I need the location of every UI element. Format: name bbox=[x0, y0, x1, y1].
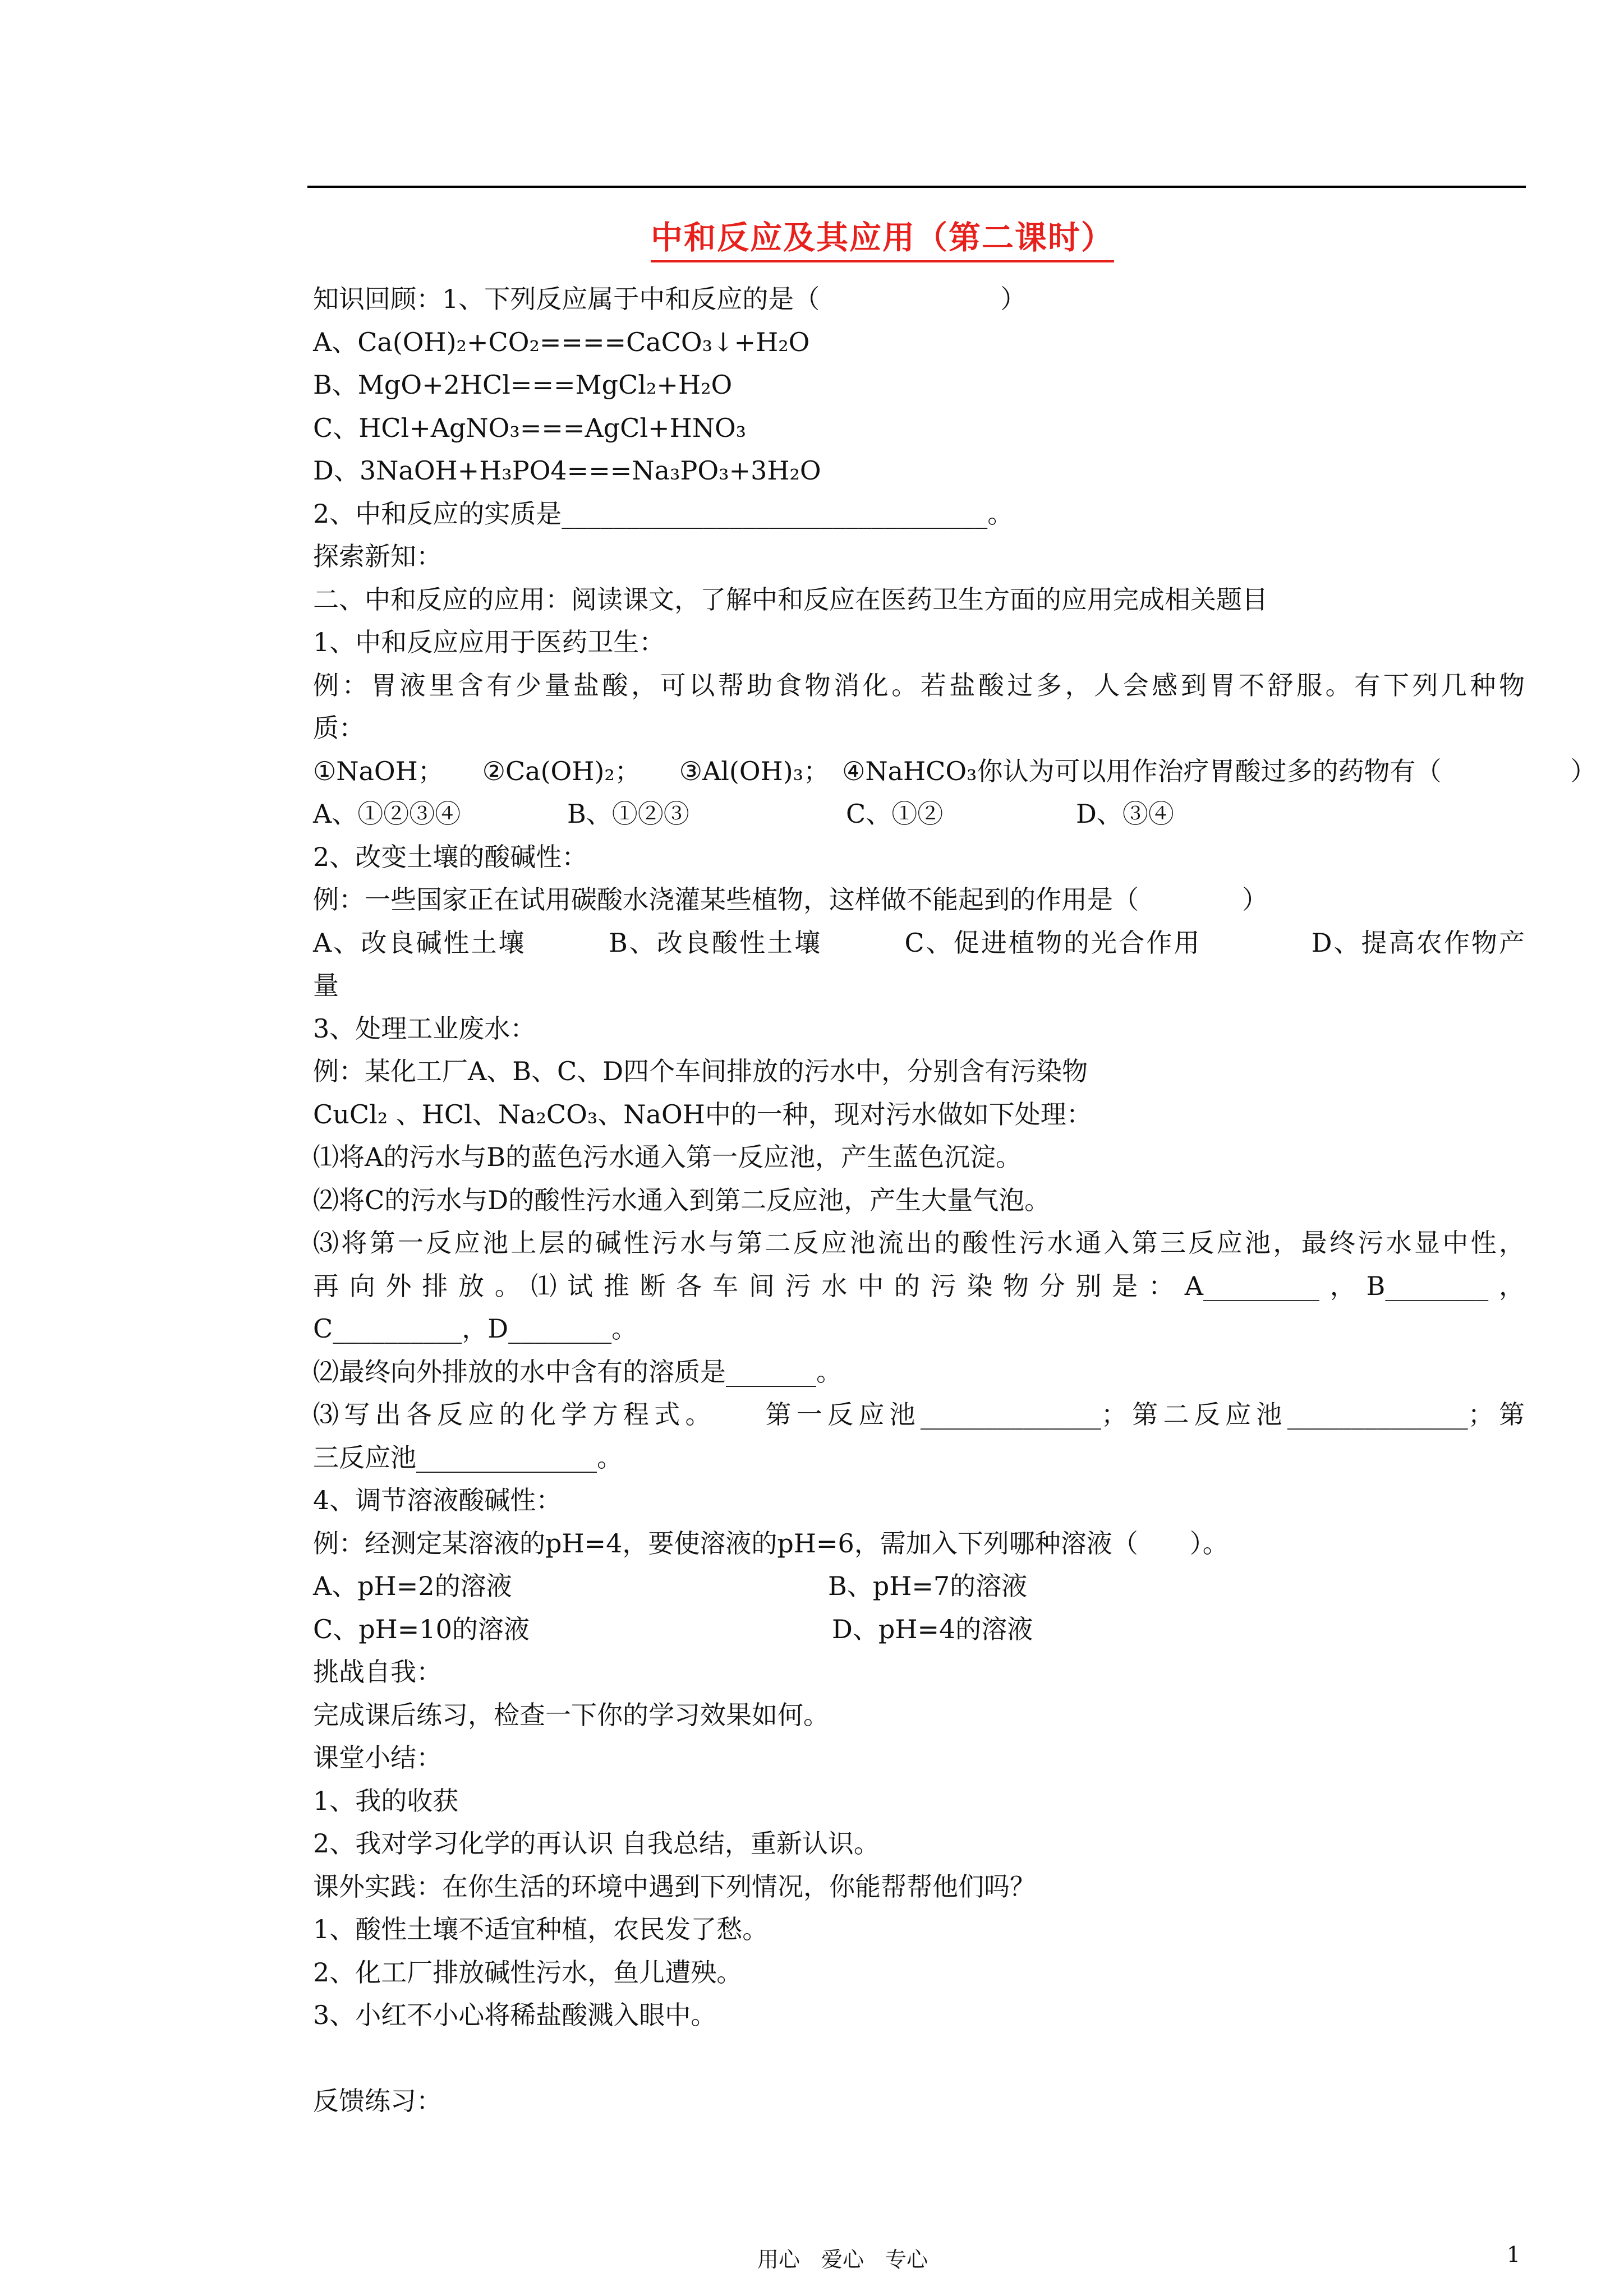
header-rule bbox=[307, 186, 1526, 188]
review-question-2: 2、中和反应的实质是_________________________________。 bbox=[313, 498, 1014, 529]
section-3-title: 3、处理工业废水： bbox=[313, 1013, 536, 1044]
section-1-substances: ①NaOH； ②Ca(OH)₂； ③Al(OH)₃； ④NaHCO₃你认为可以用作治疗胃酸过多的药物有（ ） bbox=[313, 755, 1597, 786]
section-3-question-3: ⑶写出各反应的化学方程式。 第一反应池______________；第二反应池______________；第 bbox=[313, 1399, 1525, 1430]
blank-line bbox=[313, 2037, 1525, 2080]
page-title: 中和反应及其应用（第二课时） bbox=[651, 212, 1114, 262]
explore-heading: 探索新知： bbox=[313, 541, 442, 571]
section-3-step-2: ⑵将C的污水与D的酸性污水通入到第二反应池，产生大量气泡。 bbox=[313, 1184, 1051, 1215]
practice-item-1: 1、酸性土壤不适宜种植，农民发了愁。 bbox=[313, 1914, 769, 1944]
section-1-example-line-1: 例：胃液里含有少量盐酸，可以帮助食物消化。若盐酸过多，人会感到胃不舒服。有下列几种物 bbox=[313, 670, 1525, 700]
section-3-question-1-cont: C__________，D________。 bbox=[313, 1313, 638, 1344]
review-question-1: 知识回顾：1、下列反应属于中和反应的是（ ） bbox=[313, 284, 1027, 314]
section-1-example-line-2: 质： bbox=[313, 713, 365, 743]
section-3-example-2: CuCl₂ 、HCl、Na₂CO₃、NaOH中的一种，现对污水做如下处理： bbox=[313, 1099, 1092, 1129]
section-4-example: 例：经测定某溶液的pH=4，要使溶液的pH=6，需加入下列哪种溶液（ ）。 bbox=[313, 1528, 1229, 1559]
section-1-option-d: D、③④ bbox=[1076, 799, 1174, 829]
section-1-option-b: B、①②③ bbox=[567, 799, 689, 829]
review-option-d: D、3NaOH+H₃PO4===Na₃PO₃+3H₂O bbox=[313, 455, 821, 486]
challenge-heading: 挑战自我： bbox=[313, 1657, 442, 1687]
section-3-question-1: 再向外排放。⑴试推断各车间污水中的污染物分别是：A_________，B________， bbox=[313, 1270, 1525, 1301]
section-4-option-c: C、pH=10的溶液 bbox=[313, 1613, 530, 1644]
section-1-options bbox=[313, 792, 1525, 836]
practice-item-3: 3、小红不小心将稀盐酸溅入眼中。 bbox=[313, 2000, 717, 2030]
section-1-title: 1、中和反应应用于医药卫生： bbox=[313, 627, 665, 657]
practice-item-2: 2、化工厂排放碱性污水，鱼儿遭殃。 bbox=[313, 1957, 743, 1988]
section-4-options-row-1 bbox=[313, 1565, 1525, 1608]
practice-heading: 课外实践：在你生活的环境中遇到下列情况，你能帮帮他们吗？ bbox=[313, 1871, 1036, 1902]
section-4-options-row-2 bbox=[313, 1608, 1525, 1651]
footer-motto: 用心 爱心 专心 bbox=[757, 2247, 928, 2272]
feedback-heading: 反馈练习： bbox=[313, 2086, 442, 2116]
section-2-options-line-2: 量 bbox=[313, 970, 339, 1001]
section-3-example-1: 例：某化工厂A、B、C、D四个车间排放的污水中，分别含有污染物 bbox=[313, 1056, 1088, 1086]
section-2-title: 2、改变土壤的酸碱性： bbox=[313, 841, 588, 872]
page-number: 1 bbox=[1507, 2242, 1521, 2267]
section-3-question-2: ⑵最终向外排放的水中含有的溶质是_______。 bbox=[313, 1356, 842, 1387]
challenge-text: 完成课后练习，检查一下你的学习效果如何。 bbox=[313, 1699, 829, 1730]
section-4-option-b: B、pH=7的溶液 bbox=[828, 1571, 1028, 1601]
explore-intro: 二、中和反应的应用：阅读课文，了解中和反应在医药卫生方面的应用完成相关题目 bbox=[313, 584, 1268, 615]
summary-item-2: 2、我对学习化学的再认识 自我总结，重新认识。 bbox=[313, 1828, 880, 1859]
section-3-step-1: ⑴将A的污水与B的蓝色污水通入第一反应池，产生蓝色沉淀。 bbox=[313, 1142, 1022, 1172]
section-1-option-a: A、①②③④ bbox=[313, 799, 461, 829]
section-3-question-3-cont: 三反应池______________。 bbox=[313, 1442, 623, 1473]
section-4-option-a: A、pH=2的溶液 bbox=[313, 1571, 512, 1601]
section-2-example: 例：一些国家正在试用碳酸水浇灌某些植物，这样做不能起到的作用是（ ） bbox=[313, 884, 1268, 915]
section-1-option-c: C、①② bbox=[846, 799, 944, 829]
summary-heading: 课堂小结： bbox=[313, 1742, 442, 1773]
document-body bbox=[313, 278, 1597, 2123]
section-4-option-d: D、pH=4的溶液 bbox=[832, 1613, 1033, 1644]
review-option-c: C、HCl+AgNO₃===AgCl+HNO₃ bbox=[313, 412, 747, 443]
section-2-options-line-1: A、改良碱性土壤 B、改良酸性土壤 C、促进植物的光合作用 D、提高农作物产 bbox=[313, 927, 1525, 958]
review-option-b: B、MgO+2HCl===MgCl₂+H₂O bbox=[313, 370, 733, 400]
review-option-a: A、Ca(OH)₂+CO₂====CaCO₃↓+H₂O bbox=[313, 326, 810, 357]
summary-item-1: 1、我的收获 bbox=[313, 1785, 459, 1816]
section-4-title: 4、调节溶液酸碱性： bbox=[313, 1485, 562, 1515]
section-3-step-3: ⑶将第一反应池上层的碱性污水与第二反应池流出的酸性污水通入第三反应池，最终污水显中性， bbox=[313, 1228, 1525, 1258]
